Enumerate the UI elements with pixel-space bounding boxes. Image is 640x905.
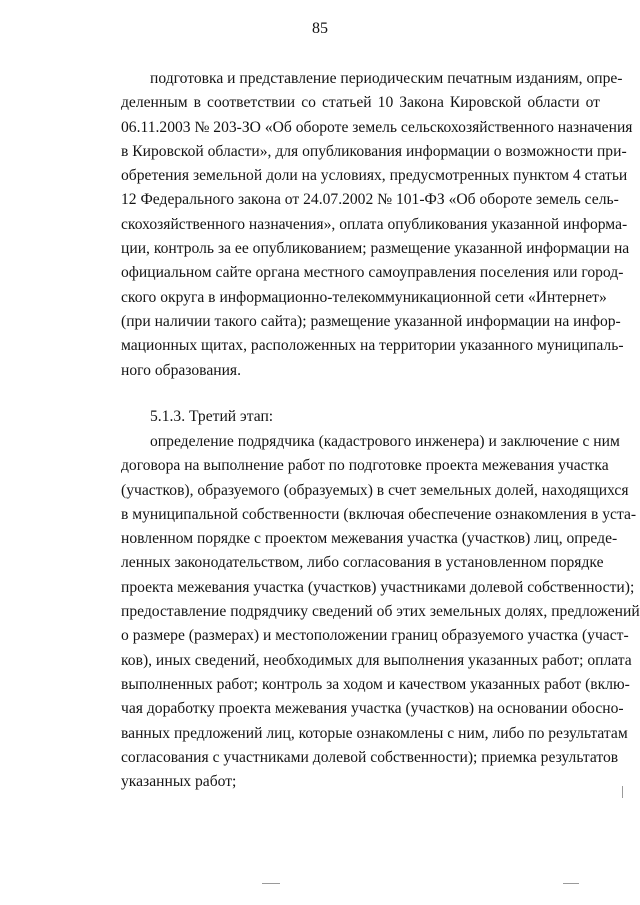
text-line: обретения земельной доли на условиях, предусмотренных пунктом 4 статьи bbox=[121, 167, 628, 185]
text-line: официальном сайте органа местного самоуправления поселения или город- bbox=[121, 264, 624, 282]
text-line: предоставление подрядчику сведений об этих земельных долях, предложений bbox=[121, 603, 640, 621]
text-line: ции, контроль за ее опубликованием; размещение указанной информации на bbox=[121, 240, 630, 258]
scan-artifact-mark bbox=[622, 786, 623, 798]
text-line: 12 Федерального закона от 24.07.2002 № 101-ФЗ «Об обороте земель сель- bbox=[121, 191, 619, 209]
scan-artifact-mark bbox=[563, 883, 579, 884]
page-number: 85 bbox=[312, 20, 328, 37]
text-line: 06.11.2003 № 203-ЗО «Об обороте земель сельскохозяйственного назначения bbox=[121, 118, 633, 136]
text-line: деленным в соответствии со статьей 10 Закона Кировской области от bbox=[121, 94, 600, 112]
text-line: (при наличии такого сайта); размещение указанной информации на инфор- bbox=[121, 312, 621, 330]
text-line: (участков), образуемого (образуемых) в счет земельных долей, находящихся bbox=[121, 481, 629, 499]
text-line: чая доработку проекта межевания участка (участков) на основании обосно- bbox=[121, 700, 624, 718]
paragraph-first-stage-continuation bbox=[121, 67, 633, 383]
paragraph-third-stage bbox=[121, 430, 640, 794]
text-line: мационных щитах, расположенных на территории указанного муниципаль- bbox=[121, 337, 624, 355]
text-line: выполненных работ; контроль за ходом и качеством указанных работ (вклю- bbox=[121, 675, 630, 693]
text-line: определение подрядчика (кадастрового инженера) и заключение с ним bbox=[150, 433, 620, 450]
text-line: скохозяйственного назначения», оплата опубликования указанной информа- bbox=[121, 215, 628, 233]
text-line: ванных предложений лиц, которые ознакомлены с ним, либо по результатам bbox=[121, 724, 628, 742]
section-heading bbox=[121, 405, 600, 429]
section-heading-text: 5.1.3. Третий этап: bbox=[150, 408, 274, 425]
text-line: ленных законодательством, либо согласования в установленном порядке bbox=[121, 554, 604, 572]
text-line: ков), иных сведений, необходимых для выполнения указанных работ; оплата bbox=[121, 651, 632, 669]
text-line: указанных работ; bbox=[121, 773, 237, 791]
text-line: согласования с участниками долевой собственности); приемка результатов bbox=[121, 748, 619, 766]
text-line: ного образования. bbox=[121, 361, 241, 379]
text-line: проекта межевания участка (участков) участниками долевой собственности); bbox=[121, 578, 635, 596]
text-line: в муниципальной собственности (включая обеспечение ознакомления в уста- bbox=[121, 505, 637, 523]
text-line: подготовка и представление периодическим печатным изданиям, опре- bbox=[150, 70, 623, 87]
text-line: договора на выполнение работ по подготовке проекта межевания участка bbox=[121, 457, 609, 475]
text-line: ского округа в информационно-телекоммуникационной сети «Интернет» bbox=[121, 288, 607, 306]
text-line: в Кировской области», для опубликования информации о возможности при- bbox=[121, 142, 627, 160]
text-line: новленном порядке с проектом межевания участка (участков) лиц, опреде- bbox=[121, 530, 618, 548]
scan-artifact-mark bbox=[262, 883, 280, 884]
text-line: о размере (размерах) и местоположении границ образуемого участка (участ- bbox=[121, 627, 629, 645]
